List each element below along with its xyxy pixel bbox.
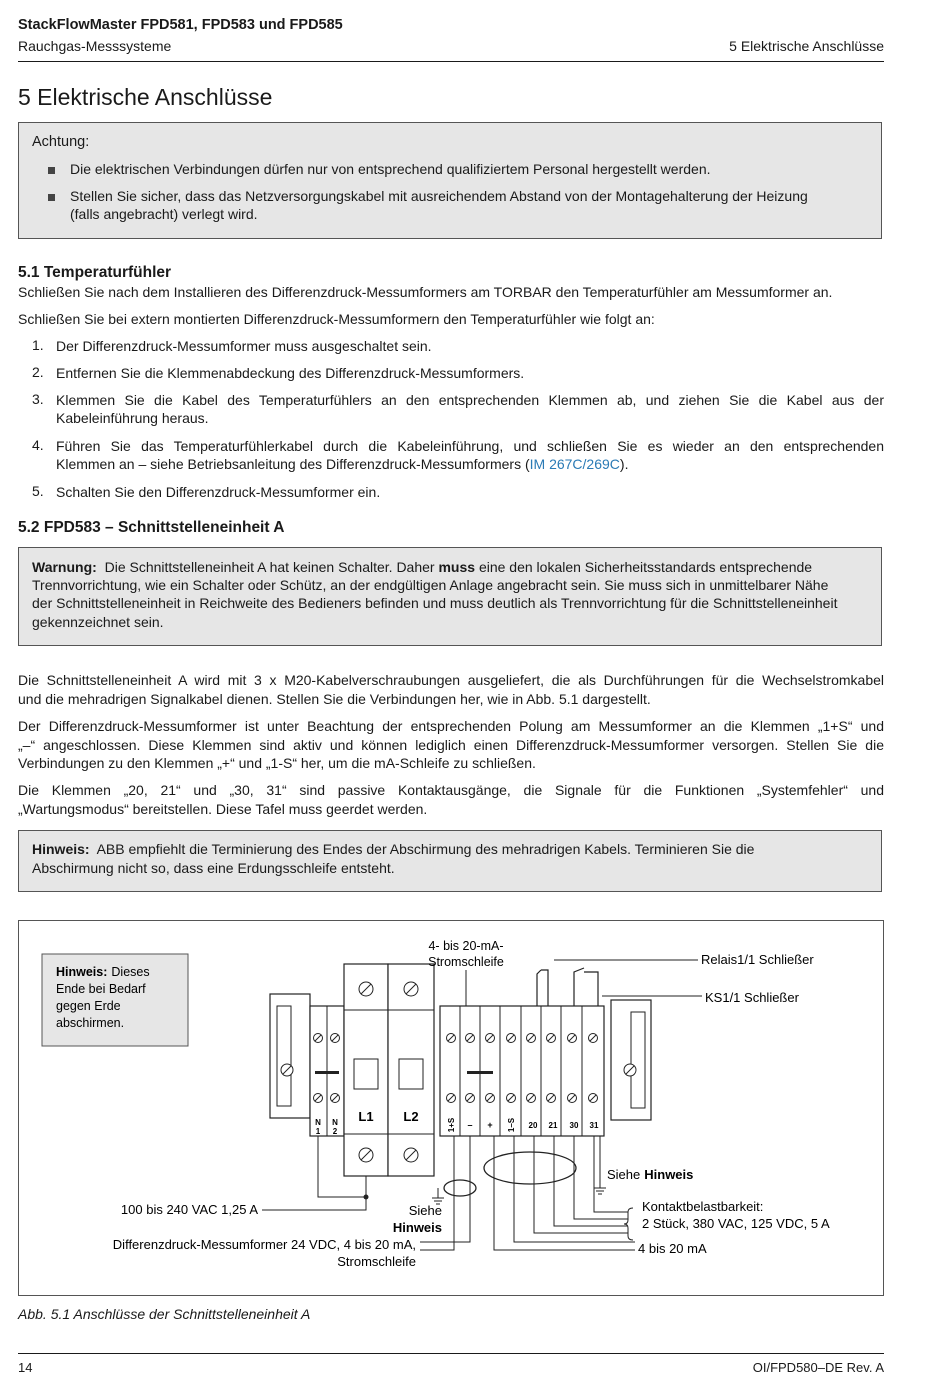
screw-icon <box>507 1094 516 1103</box>
terminal-label-minus: – <box>467 1120 473 1130</box>
screw-icon <box>568 1094 577 1103</box>
end-plate-left <box>270 994 310 1118</box>
screw-icon <box>486 1094 495 1103</box>
document-subtitle: Rauchgas-Messsysteme <box>18 38 172 54</box>
note-box <box>18 830 882 892</box>
terminal-label-30: 30 <box>569 1121 579 1130</box>
center-see-label: Siehe <box>408 1203 442 1218</box>
screw-icon <box>589 1094 598 1103</box>
warning-line: der Schnittstelleneinheit in Reichweite des Bedieners befinden und muss deutlich als Trennvorrichtung für die Schnittstelleneinheit <box>32 595 838 611</box>
bullet-icon <box>48 167 55 174</box>
relay-contact-1b <box>541 970 548 1006</box>
terminal-label-n1-num: 1 <box>315 1127 321 1136</box>
bridge-bar <box>467 1071 493 1074</box>
wire <box>262 1176 366 1210</box>
cable-shield-ellipse-small <box>444 1180 476 1196</box>
page-number: 14 <box>18 1360 33 1375</box>
paragraph: Verbindungen zu den Klemmen „+“ und „1-S“ her, um die mA-Schleife zu schließen. <box>18 755 536 771</box>
warning-label: Warnung: <box>32 559 97 575</box>
relay-contact-2b <box>584 972 598 1006</box>
terminal-label-21: 21 <box>548 1121 558 1130</box>
screw-icon <box>331 1034 340 1043</box>
header-rule <box>18 61 884 62</box>
caution-item: Stellen Sie sicher, dass das Netzversorgungskabel mit ausreichendem Abstand von der Montagehalterung der Heizung <box>70 188 808 204</box>
bullet-icon <box>48 194 55 201</box>
screw-icon <box>486 1034 495 1043</box>
screw-icon <box>568 1034 577 1043</box>
chapter-title: 5 Elektrische Anschlüsse <box>18 84 273 110</box>
brace-icon <box>624 1208 633 1240</box>
screw-icon <box>589 1034 598 1043</box>
terminal-strip-signal <box>440 1006 604 1136</box>
screw-icon <box>447 1094 456 1103</box>
warning-line: Trennvorrichtung, wie ein Schalter oder Schütz, an der endgültigen Anlage angebracht sein. Sie muss sich in unmittelbarer Nähe <box>32 576 829 593</box>
terminal-label-l1: L1 <box>358 1109 374 1124</box>
document-title: StackFlowMaster FPD581, FPD583 und FPD585 <box>18 17 343 33</box>
figure-note-line: gegen Erde <box>56 999 121 1013</box>
list-item: Klemmen Sie die Kabel des Temperaturfühlers an den entsprechenden Klemmen ab, und ziehen Sie die Kabel aus der <box>56 392 884 408</box>
figure-caption: Abb. 5.1 Anschlüsse der Schnittstelleneinheit A <box>18 1306 311 1322</box>
document-id: OI/FPD580–DE Rev. A <box>752 1360 884 1375</box>
terminal-label-n1: N <box>315 1118 321 1127</box>
ks-label: KS1/1 Schließer <box>705 990 799 1005</box>
caution-item: Die elektrischen Verbindungen dürfen nur von entsprechend qualifiziertem Personal hergestellt werden. <box>70 161 711 177</box>
loop-label: Stromschleife <box>428 955 504 969</box>
list-number: 2. <box>32 364 44 380</box>
screw-icon <box>624 1064 636 1076</box>
list-number: 5. <box>32 483 44 499</box>
terminal-window <box>354 1059 378 1089</box>
relay-contact-1 <box>537 970 541 1006</box>
screw-icon <box>359 1148 373 1162</box>
screw-icon <box>527 1034 536 1043</box>
screw-icon <box>359 982 373 996</box>
screw-icon <box>314 1094 323 1103</box>
warning-box <box>18 547 882 646</box>
footer-rule <box>18 1353 884 1354</box>
screw-icon <box>547 1094 556 1103</box>
caution-box <box>18 122 882 239</box>
figure-note-line: Ende bei Bedarf <box>56 982 146 996</box>
list-item: Der Differenzdruck-Messumformer muss ausgeschaltet sein. <box>56 338 432 354</box>
terminal-label-n2-num: 2 <box>332 1127 338 1136</box>
warning-emphasis: muss <box>438 559 476 575</box>
cable-shield-ellipse <box>484 1152 576 1184</box>
list-item-continued <box>56 455 884 474</box>
screw-icon <box>404 982 418 996</box>
caution-title: Achtung: <box>32 134 90 150</box>
terminal-label-l2: L2 <box>403 1109 419 1124</box>
contact-label: 2 Stück, 380 VAC, 125 VDC, 5 A <box>642 1216 830 1231</box>
center-see-bold: Hinweis <box>392 1220 442 1235</box>
contact-label: Kontaktbelastbarkeit: <box>642 1199 764 1214</box>
list-item: Schalten Sie den Differenzdruck-Messumformer ein. <box>56 484 381 500</box>
screw-icon <box>281 1064 293 1076</box>
running-section-title: 5 Elektrische Anschlüsse <box>729 38 884 54</box>
note-label: Hinweis: <box>32 841 90 857</box>
terminal-label-31: 31 <box>589 1121 599 1130</box>
manual-reference-link[interactable]: IM 267C/269C <box>529 456 620 472</box>
see-label: Siehe <box>607 1167 641 1182</box>
warning-text: Die Schnittstelleneinheit A hat keinen Schalter. Daher <box>104 559 435 575</box>
terminal-window <box>399 1059 423 1089</box>
list-number: 3. <box>32 391 44 407</box>
paragraph: Schließen Sie nach dem Installieren des Differenzdruck-Messumformers am TORBAR den Temperaturfühler am Messumformer an. <box>18 284 833 300</box>
screw-icon <box>466 1094 475 1103</box>
see-bold: Hinweis <box>644 1167 694 1182</box>
list-number: 1. <box>32 337 44 353</box>
bridge-bar <box>315 1071 339 1074</box>
list-item: Entfernen Sie die Klemmenabdeckung des Differenzdruck-Messumformers. <box>56 365 525 381</box>
note-line <box>32 841 754 857</box>
step4-text: Klemmen an – siehe Betriebsanleitung des Differenzdruck-Messumformers ( <box>56 456 530 472</box>
ma-label: 4 bis 20 mA <box>638 1241 707 1256</box>
figure-note-text: Dieses <box>111 965 150 979</box>
paragraph: Der Differenzdruck-Messumformer ist unter Beachtung der entsprechenden Polung am Messumformer an die Klemmen „1+S“ und <box>18 718 884 734</box>
terminal-label-1-s: 1–S <box>507 1117 516 1133</box>
step4-text-end: ). <box>619 456 629 472</box>
paragraph: Die Klemmen „20, 21“ und „30, 31“ sind passive Kontaktausgänge, die Signale für die Funktionen „Systemfehler“ und <box>18 782 884 798</box>
ground-icon <box>594 1182 606 1194</box>
screw-icon <box>507 1034 516 1043</box>
paragraph: Schließen Sie bei extern montierten Differenzdruck-Messumformern den Temperaturfühler wie folgt an: <box>18 311 655 327</box>
screw-icon <box>404 1148 418 1162</box>
note-text: ABB empfiehlt die Terminierung des Endes der Abschirmung des mehradrigen Kabels. Terminieren Sie die <box>96 841 755 857</box>
terminal-label-20: 20 <box>528 1121 538 1130</box>
section-title-5-2: 5.2 FPD583 – Schnittstelleneinheit A <box>18 519 285 536</box>
wiring-diagram <box>18 920 884 1296</box>
screw-icon <box>547 1034 556 1043</box>
paragraph: und die mehradrigen Signalkabel dienen. Stellen Sie die Verbindungen her, wie in Abb. 5.1 dargestellt. <box>18 690 651 707</box>
figure-note-label: Hinweis: <box>56 965 108 979</box>
terminal-label-n2: N <box>332 1118 338 1127</box>
paragraph: Die Schnittstelleneinheit A wird mit 3 x M20-Kabelverschraubungen ausgeliefert, die als Durchführungen für die Wechselstromkabel <box>18 672 884 688</box>
caution-item-continued: (falls angebracht) verlegt wird. <box>70 206 258 222</box>
terminal-label-1s: 1+S <box>447 1117 456 1133</box>
junction-dot <box>364 1195 369 1200</box>
paragraph: „–“ angeschlossen. Diese Klemmen sind aktiv und können lediglich einen Differenzdruck-Messumformer versorgen. Stellen Sie die <box>18 736 884 753</box>
list-item-continued: Kabeleinführung heraus. <box>56 410 209 426</box>
dp-label: Differenzdruck-Messumformer 24 VDC, 4 bis 20 mA, <box>112 1237 416 1252</box>
warning-line: gekennzeichnet sein. <box>32 613 164 630</box>
supply-label: 100 bis 240 VAC 1,25 A <box>120 1202 258 1217</box>
paragraph: „Wartungsmodus“ bereitstellen. Diese Tafel muss geerdet werden. <box>18 800 428 817</box>
terminal-label-plus: + <box>487 1120 493 1130</box>
relay-contact-2 <box>574 968 584 1006</box>
warning-line <box>32 558 812 577</box>
note-line: Abschirmung nicht so, dass eine Erdungsschleife entsteht. <box>32 860 395 876</box>
list-number: 4. <box>32 437 44 453</box>
relay-label: Relais1/1 Schließer <box>701 952 814 967</box>
screw-icon <box>447 1034 456 1043</box>
see-note-label <box>607 1167 693 1182</box>
figure-note-line <box>56 965 150 979</box>
warning-text: eine den lokalen Sicherheitsstandards entsprechende <box>478 559 813 575</box>
screw-icon <box>331 1094 340 1103</box>
figure-note-line: abschirmen. <box>56 1016 125 1030</box>
screw-icon <box>527 1094 536 1103</box>
screw-icon <box>314 1034 323 1043</box>
list-item: Führen Sie das Temperaturfühlerkabel durch die Kabeleinführung, und schließen Sie es wieder an den entsprechenden <box>56 438 884 454</box>
screw-icon <box>466 1034 475 1043</box>
section-title-5-1: 5.1 Temperaturfühler <box>18 264 172 281</box>
dp-label: Stromschleife <box>337 1254 416 1269</box>
wire <box>534 1136 628 1233</box>
loop-label: 4- bis 20-mA- <box>428 939 504 953</box>
